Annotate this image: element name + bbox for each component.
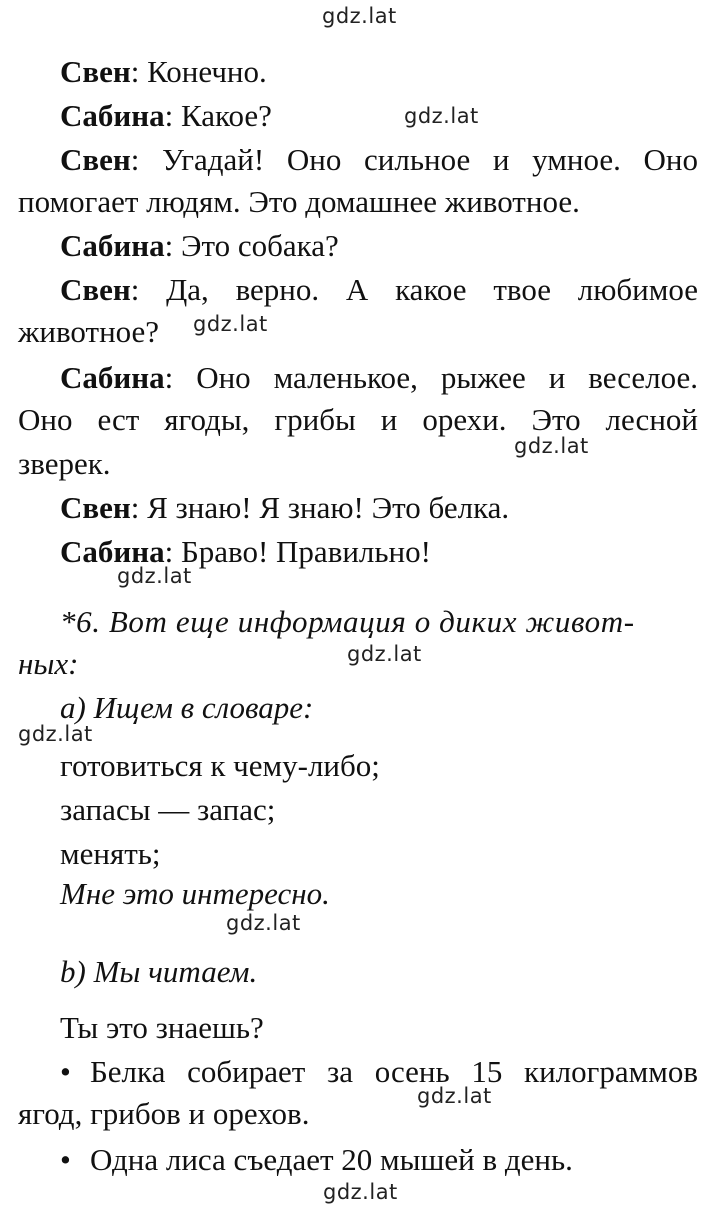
fact-item (60, 1054, 698, 1090)
dialogue-text: : Я знаю! Я знаю! Это белка. (130, 490, 510, 525)
watermark: gdz.lat (193, 312, 268, 336)
fact-item (60, 1142, 698, 1178)
watermark: gdz.lat (323, 1180, 398, 1204)
watermark: gdz.lat (322, 4, 397, 28)
dialogue-line (60, 534, 698, 570)
dialogue-line (60, 272, 698, 308)
speaker-name: Сабина (60, 534, 165, 569)
dialogue-continuation: Оно ест ягоды, грибы и орехи. Это лесной (18, 402, 698, 437)
subtask-b-label: b) Мы читаем. (60, 954, 258, 989)
dialogue-text: : Оно маленькое, рыжее и веселое. (164, 360, 698, 395)
dialogue-text: : Угадай! Оно сильное и умное. Оно (130, 142, 698, 177)
subtask-a-label: a) Ищем в словаре: (60, 690, 314, 725)
dialogue-text: : Да, верно. А какое твое любимое (130, 272, 698, 307)
vocab-item: запасы — запас; (60, 792, 276, 827)
fact-continuation: ягод, грибов и орехов. (18, 1096, 310, 1131)
fact-text: Одна лиса съедает 20 мышей в день. (90, 1142, 573, 1177)
dialogue-line (60, 228, 698, 264)
watermark: gdz.lat (226, 911, 301, 935)
reading-question: Ты это знаешь? (60, 1010, 264, 1045)
bullet-icon: • (60, 1054, 71, 1089)
dialogue-text: : Конечно. (130, 54, 267, 89)
fact-text: Белка собирает за осень 15 килограммов (90, 1054, 698, 1089)
speaker-name: Сабина (60, 98, 165, 133)
dialogue-continuation: животное? (18, 314, 160, 349)
watermark: gdz.lat (18, 722, 93, 746)
dialogue-text: : Браво! Правильно! (164, 534, 431, 569)
speaker-name: Свен (60, 142, 131, 177)
dialogue-text: : Это собака? (164, 228, 339, 263)
dialogue-line (60, 360, 698, 396)
dialogue-text: : Какое? (164, 98, 272, 133)
dialogue-continuation: зверек. (18, 446, 111, 481)
dialogue-continuation: помогает людям. Это домашнее животное. (18, 184, 580, 219)
watermark: gdz.lat (347, 642, 422, 666)
speaker-name: Сабина (60, 360, 165, 395)
vocab-phrase: Мне это интересно. (60, 876, 330, 911)
vocab-item: готовиться к чему-либо; (60, 748, 380, 783)
dialogue-line (60, 490, 698, 526)
vocab-item: менять; (60, 836, 161, 871)
speaker-name: Свен (60, 272, 131, 307)
watermark: gdz.lat (117, 564, 192, 588)
speaker-name: Свен (60, 490, 131, 525)
watermark: gdz.lat (417, 1084, 492, 1108)
dialogue-line (60, 54, 698, 90)
watermark: gdz.lat (404, 104, 479, 128)
watermark: gdz.lat (514, 434, 589, 458)
dialogue-line (60, 142, 698, 178)
speaker-name: Сабина (60, 228, 165, 263)
speaker-name: Свен (60, 54, 131, 89)
task-heading: *6. Вот еще информация о диких живот- (60, 604, 635, 639)
bullet-icon: • (60, 1142, 71, 1177)
dialogue-line (60, 98, 698, 134)
task-heading-continuation: ных: (18, 646, 79, 681)
